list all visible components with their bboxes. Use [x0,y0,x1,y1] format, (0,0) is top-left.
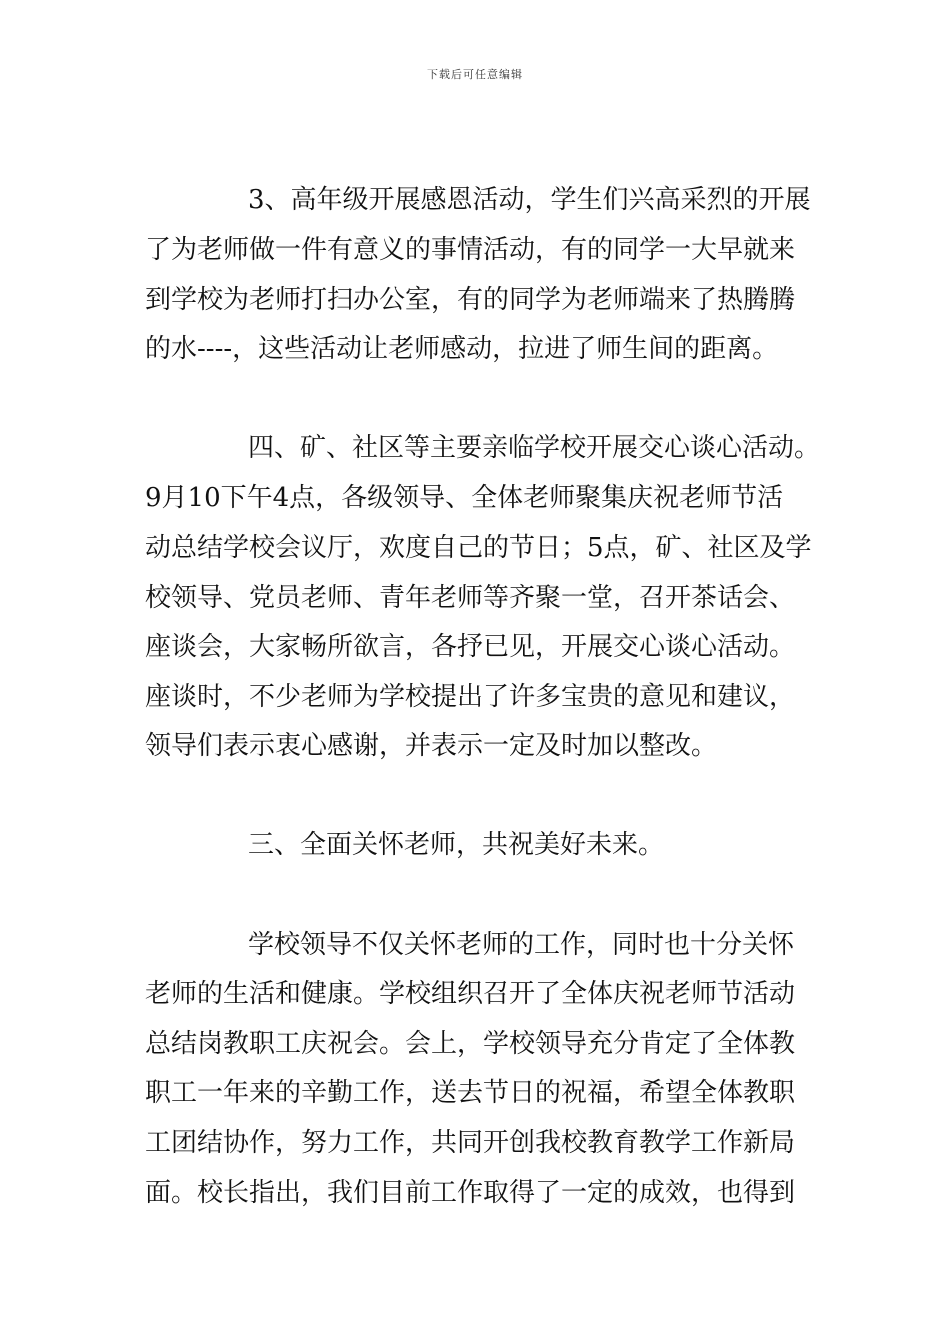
section-heading: 三、全面关怀老师，共祝美好未来。 [248,830,665,860]
paragraph-4-line-2: 老师的生活和健康。学校组织召开了全体庆祝老师节活动 [145,979,796,1009]
paragraph-1-line-1: 3、高年级开展感恩活动，学生们兴高采烈的开展 [248,185,811,215]
paragraph-1-line-2: 了为老师做一件有意义的事情活动，有的同学一大早就来 [145,235,796,265]
paragraph-2-line-2: 9月10下午4点，各级领导、全体老师聚集庆祝老师节活 [145,483,784,513]
paragraph-2-line-4: 校领导、党员老师、青年老师等齐聚一堂，召开茶话会、 [145,583,796,613]
paragraph-2-line-6: 座谈时，不少老师为学校提出了许多宝贵的意见和建议， [145,682,796,712]
paragraph-2-line-1: 四、矿、社区等主要亲临学校开展交心谈心活动。 [248,433,821,463]
paragraph-4-line-5: 工团结协作，努力工作，共同开创我校教育教学工作新局 [145,1128,796,1158]
paragraph-1-line-3: 到学校为老师打扫办公室，有的同学为老师端来了热腾腾 [145,285,796,315]
paragraph-4-line-6: 面。校长指出，我们目前工作取得了一定的成效，也得到 [145,1178,796,1208]
paragraph-2-line-3: 动总结学校会议厅，欢度自己的节日；5点，矿、社区及学 [145,533,812,563]
paragraph-2-line-7: 领导们表示衷心感谢，并表示一定及时加以整改。 [145,731,718,761]
paragraph-2-line-5: 座谈会，大家畅所欲言，各抒已见，开展交心谈心活动。 [145,632,796,662]
paragraph-4-line-1: 学校领导不仅关怀老师的工作，同时也十分关怀 [248,930,795,960]
paragraph-4-line-3: 总结岗教职工庆祝会。会上，学校领导充分肯定了全体教 [145,1029,796,1059]
paragraph-4-line-4: 职工一年来的辛勤工作，送去节日的祝福，希望全体教职 [145,1078,796,1108]
paragraph-1-line-4: 的水----，这些活动让老师感动，拉进了师生间的距离。 [145,334,779,364]
page-header: 下载后可任意编辑 [427,68,523,81]
